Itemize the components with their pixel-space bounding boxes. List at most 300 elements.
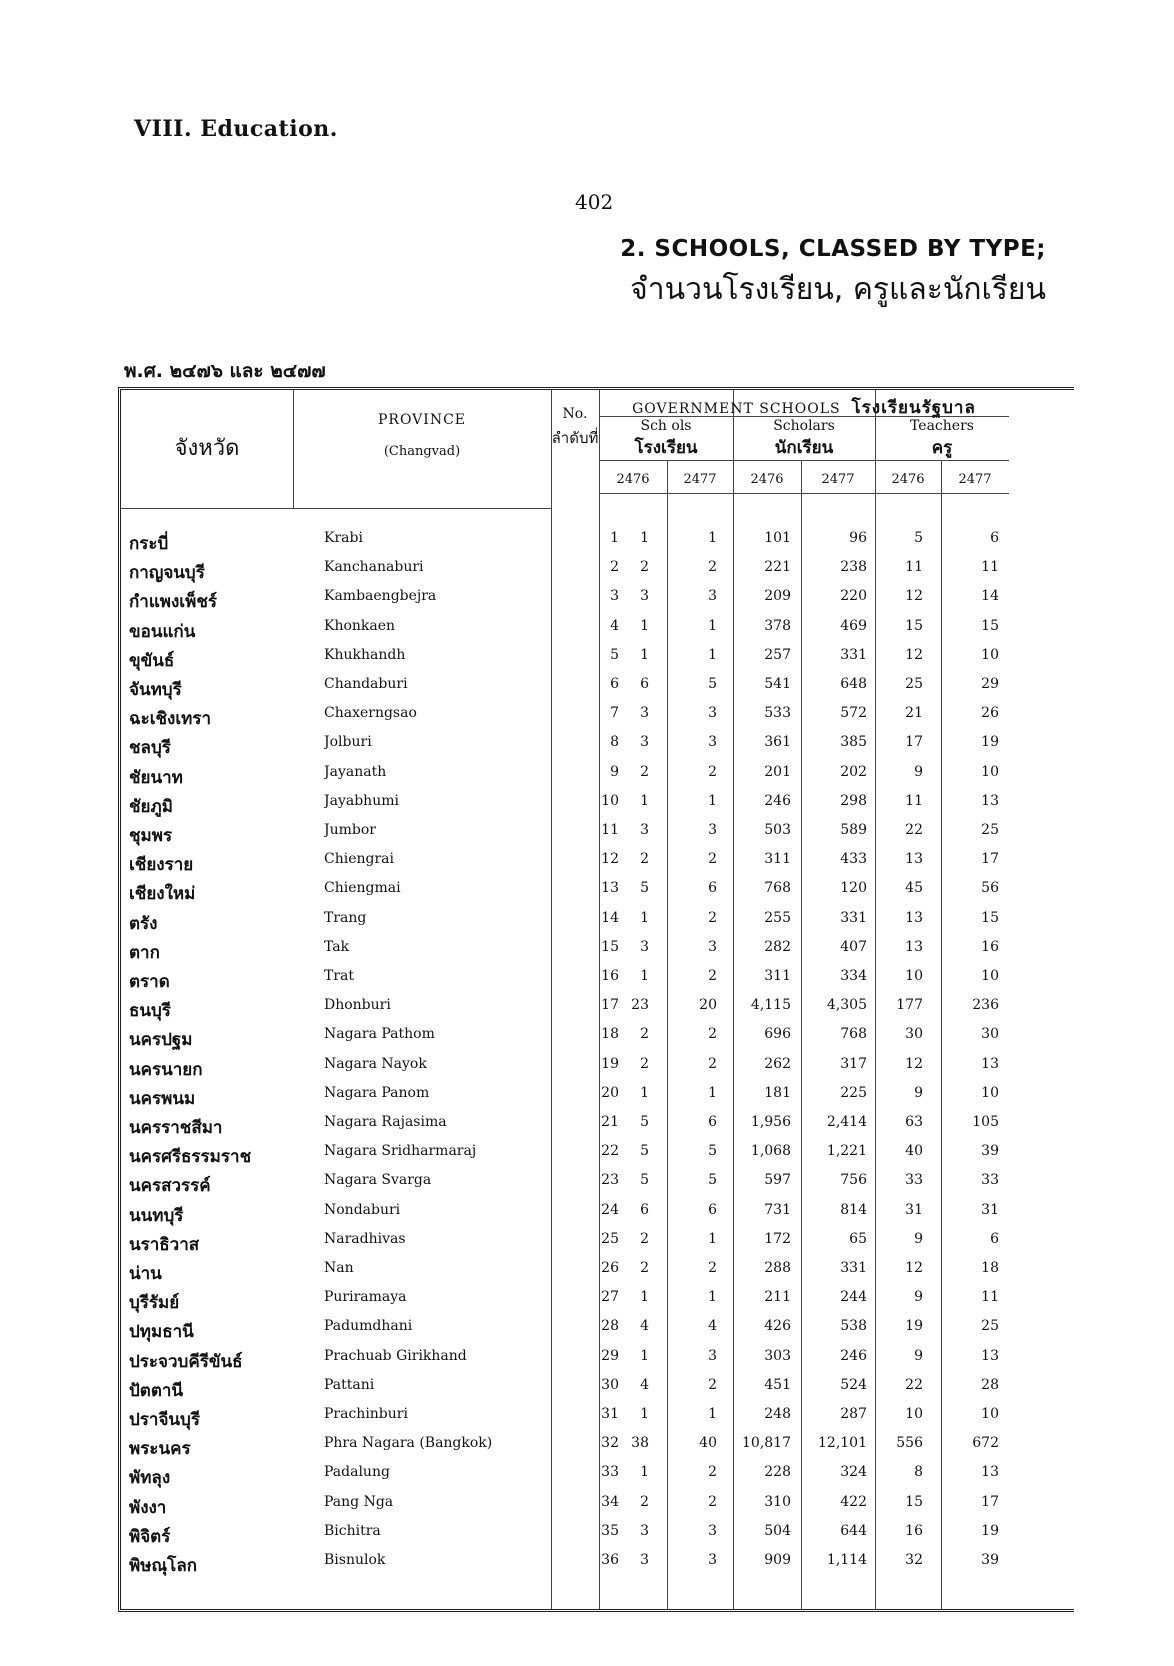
header-no: No. bbox=[562, 406, 588, 422]
teachers-2477-cell: 17 bbox=[981, 851, 999, 868]
row-number-cell: 18 bbox=[601, 1026, 619, 1043]
row-number-cell: 21 bbox=[601, 1114, 619, 1130]
province-english-cell bbox=[324, 1085, 574, 1101]
teachers-2477-cell: 16 bbox=[981, 938, 999, 955]
province-thai-cell: ปทุมธานี bbox=[129, 1322, 194, 1343]
province-thai-cell: ตาก bbox=[129, 942, 160, 963]
province-thai-cell: เชียงราย bbox=[129, 855, 194, 876]
table-years-subtitle: พ.ศ. ๒๔๗๖ และ ๒๔๗๗ bbox=[124, 360, 326, 382]
schools-2476-cell: 5 bbox=[640, 880, 649, 897]
row-number-cell: 17 bbox=[601, 997, 619, 1014]
province-name: Jumbor bbox=[324, 822, 376, 838]
province-name: Prachinburi bbox=[324, 1406, 408, 1422]
header-scholars-2477: 2477 bbox=[821, 472, 855, 487]
province-thai-cell: พัทลุง bbox=[129, 1468, 171, 1489]
scholars-2477-cell: 422 bbox=[840, 1493, 867, 1510]
schools-2477-cell: 4 bbox=[708, 1318, 717, 1335]
province-thai-cell: นครนายก bbox=[129, 1059, 203, 1080]
row-number-cell: 36 bbox=[601, 1552, 619, 1568]
schools-2477-cell: 1 bbox=[708, 1230, 717, 1247]
teachers-2476-cell: 177 bbox=[896, 997, 923, 1014]
province-thai-cell: น่าน bbox=[129, 1264, 162, 1284]
row-number-cell: 2 bbox=[610, 559, 619, 576]
scholars-2477-cell: 65 bbox=[849, 1230, 867, 1247]
scholars-2477-cell: 385 bbox=[840, 734, 867, 751]
teachers-2476-cell: 12 bbox=[905, 646, 923, 663]
teachers-2477-cell: 10 bbox=[981, 763, 999, 780]
table-row bbox=[121, 1202, 1074, 1231]
table-row bbox=[121, 647, 1074, 676]
teachers-2476-cell: 12 bbox=[905, 1260, 923, 1276]
province-english-cell bbox=[324, 1026, 574, 1042]
province-name: Pattani bbox=[324, 1376, 375, 1393]
province-english-cell bbox=[324, 1377, 574, 1393]
schools-2476-cell: 2 bbox=[640, 851, 649, 868]
scholars-2477-cell: 244 bbox=[840, 1289, 867, 1306]
scholars-2476-cell: 378 bbox=[764, 617, 791, 634]
scholars-2476-cell: 909 bbox=[764, 1552, 791, 1568]
table-row bbox=[121, 939, 1074, 968]
scholars-2476-cell: 288 bbox=[764, 1260, 791, 1276]
header-schools-2476: 2476 bbox=[616, 472, 650, 487]
teachers-2476-cell: 32 bbox=[905, 1552, 923, 1568]
province-english-cell bbox=[324, 997, 574, 1013]
schools-2476-cell: 6 bbox=[640, 1201, 649, 1218]
schools-2477-cell: 3 bbox=[708, 822, 717, 838]
teachers-2477-cell: 25 bbox=[981, 1318, 999, 1335]
schools-2476-cell: 4 bbox=[640, 1376, 649, 1393]
teachers-2477-cell: 13 bbox=[981, 792, 999, 809]
scholars-2476-cell: 221 bbox=[764, 559, 791, 576]
row-number-cell: 7 bbox=[610, 705, 619, 722]
teachers-2476-cell: 9 bbox=[914, 1230, 923, 1247]
schools-2477-cell: 2 bbox=[708, 1055, 717, 1072]
teachers-2476-cell: 19 bbox=[905, 1318, 923, 1335]
row-number-cell: 34 bbox=[601, 1493, 619, 1510]
header-changvad: (Changvad) bbox=[383, 444, 461, 459]
row-number-cell: 31 bbox=[601, 1406, 619, 1422]
province-name: Khonkaen bbox=[324, 617, 396, 634]
schools-2476-cell: 23 bbox=[631, 997, 649, 1014]
teachers-2476-cell: 21 bbox=[905, 705, 923, 722]
schools-2476-cell: 1 bbox=[640, 792, 649, 809]
row-number-cell: 20 bbox=[601, 1084, 619, 1101]
province-english-cell bbox=[324, 1435, 574, 1451]
scholars-2476-cell: 361 bbox=[764, 734, 791, 751]
schools-2477-cell: 1 bbox=[708, 617, 717, 634]
province-thai-cell: จันทบุรี bbox=[129, 680, 182, 700]
scholars-2477-cell: 644 bbox=[840, 1522, 867, 1539]
teachers-2476-cell: 9 bbox=[914, 1084, 923, 1101]
province-thai-cell: พังงา bbox=[129, 1497, 167, 1518]
teachers-2476-cell: 9 bbox=[914, 1289, 923, 1306]
schools-2477-cell: 3 bbox=[708, 734, 717, 751]
schools-2477-cell: 2 bbox=[708, 1464, 717, 1481]
scholars-2477-cell: 433 bbox=[840, 851, 867, 868]
scholars-2476-cell: 209 bbox=[764, 588, 791, 605]
province-thai-cell: ฉะเชิงเทรา bbox=[129, 709, 212, 730]
province-thai-cell: ชัยภูมิ bbox=[129, 796, 173, 817]
teachers-2477-cell: 10 bbox=[981, 1084, 999, 1101]
province-name: Nagara Sridharmaraj bbox=[324, 1143, 477, 1160]
province-english-cell bbox=[324, 1406, 574, 1422]
teachers-2477-cell: 29 bbox=[981, 676, 999, 692]
province-name: Chiengmai bbox=[324, 880, 401, 897]
schools-2477-cell: 1 bbox=[708, 646, 717, 663]
table-row bbox=[121, 1085, 1074, 1114]
province-thai-cell: นครศรีธรรมราช bbox=[129, 1147, 252, 1168]
schools-2476-cell: 1 bbox=[640, 1084, 649, 1101]
table-row bbox=[121, 851, 1074, 880]
province-english-cell bbox=[324, 1260, 574, 1276]
teachers-2477-cell: 10 bbox=[981, 968, 999, 984]
scholars-2477-cell: 238 bbox=[840, 559, 867, 576]
teachers-2477-cell: 25 bbox=[981, 822, 999, 838]
schools-2477-cell: 2 bbox=[708, 1493, 717, 1510]
table-row bbox=[121, 1523, 1074, 1552]
province-english-cell bbox=[324, 618, 574, 634]
teachers-2477-cell: 15 bbox=[981, 909, 999, 926]
teachers-2477-cell: 10 bbox=[981, 646, 999, 663]
scholars-2477-cell: 648 bbox=[840, 676, 867, 692]
schools-2476-cell: 1 bbox=[640, 1347, 649, 1364]
header-schools-2477: 2477 bbox=[683, 472, 717, 487]
teachers-2476-cell: 30 bbox=[905, 1026, 923, 1043]
province-name: Chandaburi bbox=[324, 676, 408, 692]
province-name: Khukhandh bbox=[324, 646, 406, 663]
scholars-2477-cell: 331 bbox=[840, 1260, 867, 1276]
teachers-2477-cell: 11 bbox=[981, 1289, 999, 1306]
table-row bbox=[121, 734, 1074, 763]
schools-2476-cell: 1 bbox=[640, 968, 649, 984]
row-number-cell: 29 bbox=[601, 1347, 619, 1364]
scholars-2476-cell: 768 bbox=[764, 880, 791, 897]
header-rule bbox=[599, 493, 1009, 494]
province-name: Krabi bbox=[324, 530, 363, 546]
row-number-cell: 28 bbox=[601, 1318, 619, 1335]
province-name: Bichitra bbox=[324, 1522, 381, 1539]
schools-2477-cell: 2 bbox=[708, 968, 717, 984]
schools-2476-cell: 1 bbox=[640, 909, 649, 926]
table-row bbox=[121, 676, 1074, 705]
teachers-2476-cell: 40 bbox=[905, 1143, 923, 1160]
province-english-cell bbox=[324, 793, 574, 809]
scholars-2476-cell: 228 bbox=[764, 1464, 791, 1481]
scholars-2476-cell: 172 bbox=[764, 1230, 791, 1247]
teachers-2477-cell: 236 bbox=[972, 997, 999, 1014]
teachers-2476-cell: 10 bbox=[905, 968, 923, 984]
schools-2477-cell: 3 bbox=[708, 705, 717, 722]
scholars-2477-cell: 814 bbox=[840, 1201, 867, 1218]
table-row bbox=[121, 997, 1074, 1026]
header-province-thai: จังหวัด bbox=[174, 436, 240, 461]
scholars-2476-cell: 311 bbox=[764, 851, 791, 868]
province-name: Nondaburi bbox=[324, 1201, 401, 1218]
schools-2476-cell: 2 bbox=[640, 1493, 649, 1510]
province-name: Padalung bbox=[324, 1464, 390, 1481]
scholars-2476-cell: 451 bbox=[764, 1376, 791, 1393]
teachers-2477-cell: 28 bbox=[981, 1376, 999, 1393]
teachers-2476-cell: 22 bbox=[905, 1376, 923, 1393]
row-number-cell: 8 bbox=[610, 734, 619, 751]
scholars-2477-cell: 331 bbox=[840, 646, 867, 663]
table-row bbox=[121, 705, 1074, 734]
province-english-cell bbox=[324, 1172, 574, 1188]
province-english-cell bbox=[324, 1523, 574, 1539]
scholars-2477-cell: 202 bbox=[840, 763, 867, 780]
row-number-cell: 9 bbox=[610, 763, 619, 780]
province-english-cell bbox=[324, 822, 574, 838]
province-english-cell bbox=[324, 910, 574, 926]
teachers-2477-cell: 19 bbox=[981, 734, 999, 751]
row-number-cell: 22 bbox=[601, 1143, 619, 1160]
title-thai: จำนวนโรงเรียน, ครูและนักเรียน bbox=[630, 272, 1046, 307]
schools-2476-cell: 2 bbox=[640, 559, 649, 576]
province-name: Jayabhumi bbox=[324, 792, 399, 809]
province-name: Dhonburi bbox=[324, 997, 391, 1014]
schools-2477-cell: 3 bbox=[708, 1552, 717, 1568]
province-name: Naradhivas bbox=[324, 1230, 406, 1247]
table-row bbox=[121, 1406, 1074, 1435]
header-government-schools: GOVERNMENT SCHOOLS โรงเรียนรัฐบาล bbox=[632, 398, 976, 418]
teachers-2477-cell: 10 bbox=[981, 1406, 999, 1422]
teachers-2477-cell: 672 bbox=[972, 1435, 999, 1452]
teachers-2476-cell: 31 bbox=[905, 1201, 923, 1218]
province-thai-cell: นครราชสีมา bbox=[129, 1118, 223, 1138]
schools-2476-cell: 2 bbox=[640, 1260, 649, 1276]
teachers-2477-cell: 105 bbox=[972, 1114, 999, 1130]
table-row bbox=[121, 618, 1074, 647]
teachers-2476-cell: 63 bbox=[905, 1114, 923, 1130]
province-thai-cell: ธนบุรี bbox=[129, 1001, 171, 1022]
scholars-2477-cell: 331 bbox=[840, 909, 867, 926]
scholars-2477-cell: 1,221 bbox=[826, 1143, 867, 1160]
table-row bbox=[121, 910, 1074, 939]
schools-2476-cell: 1 bbox=[640, 1464, 649, 1481]
schools-2476-cell: 1 bbox=[640, 530, 649, 546]
schools-2477-cell: 2 bbox=[708, 851, 717, 868]
province-english-cell bbox=[324, 1289, 574, 1305]
province-thai-cell: กำแพงเพ็ชร์ bbox=[129, 592, 217, 613]
province-name: Chiengrai bbox=[324, 851, 394, 868]
province-thai-cell: นครพนม bbox=[129, 1088, 196, 1109]
row-number-cell: 3 bbox=[610, 588, 619, 605]
teachers-2477-cell: 30 bbox=[981, 1026, 999, 1043]
schools-2476-cell: 38 bbox=[631, 1435, 649, 1452]
province-english-cell bbox=[324, 764, 574, 780]
header-teachers-2476: 2476 bbox=[891, 472, 925, 487]
table-row bbox=[121, 588, 1074, 617]
teachers-2476-cell: 17 bbox=[905, 734, 923, 751]
row-number-cell: 15 bbox=[601, 938, 619, 955]
row-number-cell: 5 bbox=[610, 646, 619, 663]
schools-2476-cell: 2 bbox=[640, 763, 649, 780]
scholars-2477-cell: 12,101 bbox=[818, 1435, 867, 1452]
schools-2476-cell: 1 bbox=[640, 1406, 649, 1422]
province-english-cell bbox=[324, 1464, 574, 1480]
scholars-2477-cell: 538 bbox=[840, 1318, 867, 1335]
schools-2477-cell: 1 bbox=[708, 1406, 717, 1422]
scholars-2477-cell: 768 bbox=[840, 1026, 867, 1043]
scholars-2477-cell: 4,305 bbox=[826, 997, 867, 1014]
province-english-cell bbox=[324, 1202, 574, 1218]
teachers-2477-cell: 6 bbox=[990, 1230, 999, 1247]
schools-2476-cell: 3 bbox=[640, 1552, 649, 1568]
province-english-cell bbox=[324, 880, 574, 896]
province-english-cell bbox=[324, 1552, 574, 1568]
header-scholars: Scholars นักเรียน bbox=[773, 418, 835, 458]
scholars-2476-cell: 533 bbox=[764, 705, 791, 722]
row-number-cell: 14 bbox=[601, 909, 619, 926]
province-name: Trat bbox=[324, 968, 355, 984]
row-number-cell: 27 bbox=[601, 1289, 619, 1306]
scholars-2476-cell: 10,817 bbox=[742, 1435, 791, 1452]
row-number-cell: 25 bbox=[601, 1230, 619, 1247]
teachers-2476-cell: 45 bbox=[905, 880, 923, 897]
schools-2476-cell: 3 bbox=[640, 938, 649, 955]
table-row bbox=[121, 1114, 1074, 1143]
teachers-2477-cell: 13 bbox=[981, 1055, 999, 1072]
table-row bbox=[121, 530, 1074, 559]
province-name: Puriramaya bbox=[324, 1289, 407, 1306]
schools-2477-cell: 1 bbox=[708, 530, 717, 546]
row-number-cell: 24 bbox=[601, 1201, 619, 1218]
schools-2477-cell: 3 bbox=[708, 938, 717, 955]
row-number-cell: 6 bbox=[610, 676, 619, 692]
province-name: Jayanath bbox=[324, 763, 387, 780]
teachers-2476-cell: 10 bbox=[905, 1406, 923, 1422]
teachers-2476-cell: 15 bbox=[905, 1493, 923, 1510]
province-name: Kambaengbejra bbox=[324, 588, 437, 605]
schools-2476-cell: 2 bbox=[640, 1230, 649, 1247]
province-thai-cell: ปราจีนบุรี bbox=[129, 1410, 200, 1430]
title-english: 2. SCHOOLS, CLASSED BY TYPE; bbox=[620, 236, 1046, 262]
schools-2477-cell: 2 bbox=[708, 1026, 717, 1043]
teachers-2476-cell: 8 bbox=[914, 1464, 923, 1481]
scholars-2476-cell: 211 bbox=[764, 1289, 791, 1306]
row-number-cell: 11 bbox=[601, 822, 619, 838]
scholars-2476-cell: 248 bbox=[764, 1406, 791, 1422]
teachers-2477-cell: 19 bbox=[981, 1522, 999, 1539]
province-thai-cell: บุรีรัมย์ bbox=[129, 1293, 180, 1314]
table-row bbox=[121, 764, 1074, 793]
scholars-2476-cell: 181 bbox=[764, 1084, 791, 1101]
province-thai-cell: ประจวบคีรีขันธ์ bbox=[129, 1351, 243, 1372]
table-row bbox=[121, 1377, 1074, 1406]
scholars-2476-cell: 541 bbox=[764, 676, 791, 692]
header-teachers-2477: 2477 bbox=[958, 472, 992, 487]
scholars-2477-cell: 96 bbox=[849, 530, 867, 546]
teachers-2477-cell: 11 bbox=[981, 559, 999, 576]
row-number-cell: 4 bbox=[610, 617, 619, 634]
teachers-2477-cell: 26 bbox=[981, 705, 999, 722]
province-name: Jolburi bbox=[324, 734, 372, 751]
scholars-2476-cell: 731 bbox=[764, 1201, 791, 1218]
scholars-2477-cell: 334 bbox=[840, 968, 867, 984]
schools-2477-cell: 6 bbox=[708, 880, 717, 897]
schools-2476-cell: 3 bbox=[640, 1522, 649, 1539]
province-english-cell bbox=[324, 647, 574, 663]
teachers-2476-cell: 9 bbox=[914, 763, 923, 780]
schools-2476-cell: 3 bbox=[640, 705, 649, 722]
province-name: Nagara Rajasima bbox=[324, 1114, 447, 1130]
schools-table bbox=[118, 387, 1074, 1612]
schools-2477-cell: 3 bbox=[708, 588, 717, 605]
schools-2476-cell: 1 bbox=[640, 617, 649, 634]
scholars-2477-cell: 524 bbox=[840, 1376, 867, 1393]
table-row bbox=[121, 880, 1074, 909]
row-number-cell: 19 bbox=[601, 1055, 619, 1072]
teachers-2477-cell: 17 bbox=[981, 1493, 999, 1510]
scholars-2477-cell: 589 bbox=[840, 822, 867, 838]
row-number-cell: 16 bbox=[601, 968, 619, 984]
teachers-2476-cell: 5 bbox=[914, 530, 923, 546]
province-english-cell bbox=[324, 530, 574, 546]
teachers-2477-cell: 31 bbox=[981, 1201, 999, 1218]
scholars-2476-cell: 101 bbox=[764, 530, 791, 546]
table-row bbox=[121, 1026, 1074, 1055]
teachers-2476-cell: 556 bbox=[896, 1435, 923, 1452]
row-number-cell: 30 bbox=[601, 1376, 619, 1393]
teachers-2477-cell: 13 bbox=[981, 1464, 999, 1481]
province-name: Trang bbox=[324, 909, 367, 926]
scholars-2476-cell: 246 bbox=[764, 792, 791, 809]
row-number-cell: 23 bbox=[601, 1172, 619, 1189]
table-row bbox=[121, 1289, 1074, 1318]
teachers-2476-cell: 9 bbox=[914, 1347, 923, 1364]
teachers-2477-cell: 14 bbox=[981, 588, 999, 605]
scholars-2477-cell: 469 bbox=[840, 617, 867, 634]
table-row bbox=[121, 1494, 1074, 1523]
province-english-cell bbox=[324, 1231, 574, 1247]
scholars-2477-cell: 572 bbox=[840, 705, 867, 722]
teachers-2476-cell: 12 bbox=[905, 1055, 923, 1072]
row-number-cell: 33 bbox=[601, 1464, 619, 1481]
province-thai-cell: ตราด bbox=[129, 972, 170, 992]
scholars-2477-cell: 2,414 bbox=[826, 1114, 867, 1130]
row-number-cell: 35 bbox=[601, 1522, 619, 1539]
province-english-cell bbox=[324, 705, 574, 721]
province-name: Pang Nga bbox=[324, 1493, 394, 1510]
scholars-2476-cell: 282 bbox=[764, 938, 791, 955]
scholars-2476-cell: 696 bbox=[764, 1026, 791, 1043]
teachers-2477-cell: 15 bbox=[981, 617, 999, 634]
province-thai-cell: พระนคร bbox=[129, 1439, 191, 1460]
province-thai-cell: ชุมพร bbox=[129, 826, 173, 846]
province-english-cell bbox=[324, 559, 574, 575]
scholars-2476-cell: 504 bbox=[764, 1522, 791, 1539]
table-row bbox=[121, 1348, 1074, 1377]
section-heading: VIII. Education. bbox=[134, 116, 338, 142]
table-row bbox=[121, 1464, 1074, 1493]
header-no-thai: ลำดับที่ bbox=[551, 429, 599, 447]
schools-2477-cell: 2 bbox=[708, 559, 717, 576]
province-name: Kanchanaburi bbox=[324, 559, 424, 576]
province-thai-cell: พิจิตร์ bbox=[129, 1526, 171, 1547]
schools-2477-cell: 1 bbox=[708, 1289, 717, 1306]
table-row bbox=[121, 1172, 1074, 1201]
scholars-2476-cell: 303 bbox=[764, 1347, 791, 1364]
teachers-2477-cell: 33 bbox=[981, 1172, 999, 1189]
teachers-2477-cell: 18 bbox=[981, 1260, 999, 1276]
scholars-2477-cell: 324 bbox=[840, 1464, 867, 1481]
table-row bbox=[121, 822, 1074, 851]
teachers-2476-cell: 13 bbox=[905, 851, 923, 868]
teachers-2476-cell: 22 bbox=[905, 822, 923, 838]
province-english-cell bbox=[324, 968, 574, 984]
schools-2477-cell: 5 bbox=[708, 676, 717, 692]
schools-2477-cell: 5 bbox=[708, 1172, 717, 1189]
